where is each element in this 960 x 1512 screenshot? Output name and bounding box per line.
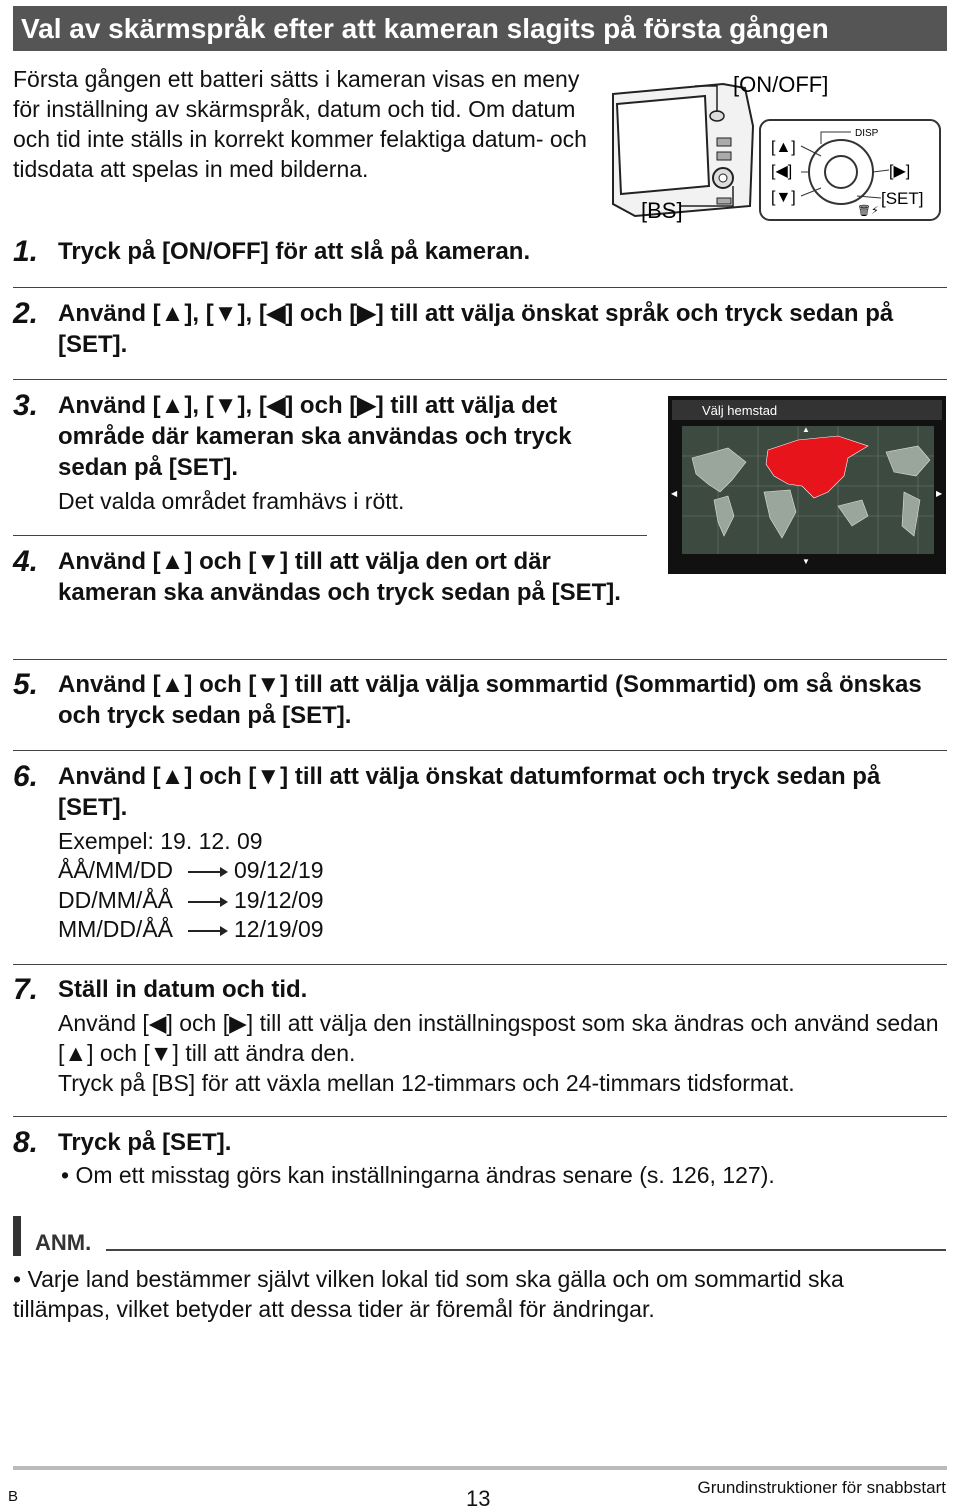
step-bullet: • Om ett misstag görs kan inställningarna ändras senare (s. 126, 127). xyxy=(61,1162,775,1188)
divider xyxy=(13,287,947,288)
scroll-right-icon: ▶ xyxy=(936,489,943,498)
scroll-down-icon: ▼ xyxy=(802,557,810,566)
step-6 xyxy=(13,761,947,825)
step-3 xyxy=(13,390,647,520)
scroll-up-icon: ▲ xyxy=(802,425,810,434)
note-rule xyxy=(106,1249,946,1251)
step-4 xyxy=(13,546,647,642)
step-number: 3. xyxy=(13,389,39,422)
format-result: 12/19/09 xyxy=(234,916,324,942)
map-screen-title: Välj hemstad xyxy=(702,403,778,418)
format-name: ÅÅ/MM/DD xyxy=(58,857,173,883)
format-name: DD/MM/ÅÅ xyxy=(58,887,173,913)
step-2 xyxy=(13,298,947,362)
step-subtext: Använd [◀] och [▶] till att välja den inställningspost som ska ändras och använd sedan [▲] och [▼] till att ändra den. xyxy=(58,1010,939,1066)
format-result: 19/12/09 xyxy=(234,887,324,913)
footer-rule xyxy=(13,1466,947,1470)
step-number: 8. xyxy=(13,1126,39,1159)
step-8 xyxy=(13,1127,947,1197)
right-label: [▶] xyxy=(889,163,911,180)
step-text: Använd [▲] och [▼] till att välja välja sommartid (Sommartid) om så önskas och tryck sedan på [SET]. xyxy=(58,671,922,729)
format-result: 09/12/19 xyxy=(234,857,324,883)
step-number: 5. xyxy=(13,668,39,701)
note-marker xyxy=(13,1216,21,1256)
step-5 xyxy=(13,669,947,733)
camera-body xyxy=(613,84,753,216)
footer-section-title: Grundinstruktioner för snabbstart xyxy=(697,1478,946,1497)
scroll-left-icon: ◀ xyxy=(671,489,678,498)
arrow-icon xyxy=(188,901,226,903)
arrow-icon xyxy=(188,930,226,932)
step-text: Tryck på [SET]. xyxy=(58,1129,232,1156)
divider xyxy=(13,379,947,380)
divider xyxy=(13,750,947,751)
step-number: 7. xyxy=(13,973,39,1006)
bs-label: [BS] xyxy=(641,198,683,223)
step-text: Använd [▲], [▼], [◀] och [▶] till att välja önskat språk och tryck sedan på [SET]. xyxy=(58,300,894,358)
on-off-label: [ON/OFF] xyxy=(733,72,829,97)
step-1 xyxy=(13,236,613,270)
title-bar xyxy=(13,6,947,51)
step-text: Använd [▲], [▼], [◀] och [▶] till att välja det område där kameran ska användas och tryck sedan på [SET]. xyxy=(58,392,572,481)
step-number: 4. xyxy=(13,545,39,578)
divider xyxy=(13,964,947,965)
disp-label: DISP xyxy=(855,128,879,139)
left-label: [◀] xyxy=(771,163,793,180)
set-label: [SET] xyxy=(881,189,924,208)
step-number: 1. xyxy=(13,235,39,268)
step-text: Använd [▲] och [▼] till att välja önskat datumformat och tryck sedan på [SET]. xyxy=(58,763,881,821)
format-row xyxy=(58,855,324,885)
step-text: Tryck på [ON/OFF] för att slå på kameran. xyxy=(58,238,531,265)
example-label: Exempel: 19. 12. 09 xyxy=(58,828,263,854)
note-text: • Varje land bestämmer självt vilken lokal tid som ska gälla och om sommartid ska tillämpas, vilket betyder att dessa tider är föremål för ändringar. xyxy=(13,1266,844,1322)
step-number: 6. xyxy=(13,760,39,793)
note-heading: ANM. xyxy=(35,1230,92,1255)
divider xyxy=(13,1116,947,1117)
step-7 xyxy=(13,974,947,1102)
step-subtext: Tryck på [BS] för att växla mellan 12-timmars och 24-timmars tidsformat. xyxy=(58,1070,795,1096)
control-pad-callout xyxy=(760,120,940,220)
format-row xyxy=(58,914,324,944)
page-number: 13 xyxy=(466,1486,491,1511)
page-title: Val av skärmspråk efter att kameran slagits på första gången xyxy=(21,13,829,44)
step-text: Ställ in datum och tid. xyxy=(58,976,308,1003)
format-row xyxy=(58,885,324,915)
world-map-screen xyxy=(668,396,946,574)
arrow-icon xyxy=(188,871,226,873)
divider xyxy=(13,659,947,660)
up-label: [▲] xyxy=(771,139,796,156)
format-name: MM/DD/ÅÅ xyxy=(58,916,173,942)
trash-icon: 🗑⚡ xyxy=(857,204,879,217)
step-subtext: Det valda området framhävs i rött. xyxy=(58,488,405,514)
footer-left: B xyxy=(8,1488,19,1505)
divider xyxy=(13,535,647,536)
down-label: [▼] xyxy=(771,189,796,206)
camera-illustration xyxy=(605,66,945,236)
step-text: Använd [▲] och [▼] till att välja den ort där kameran ska användas och tryck sedan på [SET]. xyxy=(58,548,621,606)
step-number: 2. xyxy=(13,297,39,330)
intro-text: Första gången ett batteri sätts i kameran visas en meny för inställning av skärmspråk, datum och tid. Om datum och tid inte ställs in korrekt kommer felaktiga datum- och tidsdata att spelas in med bilderna. xyxy=(13,66,587,182)
